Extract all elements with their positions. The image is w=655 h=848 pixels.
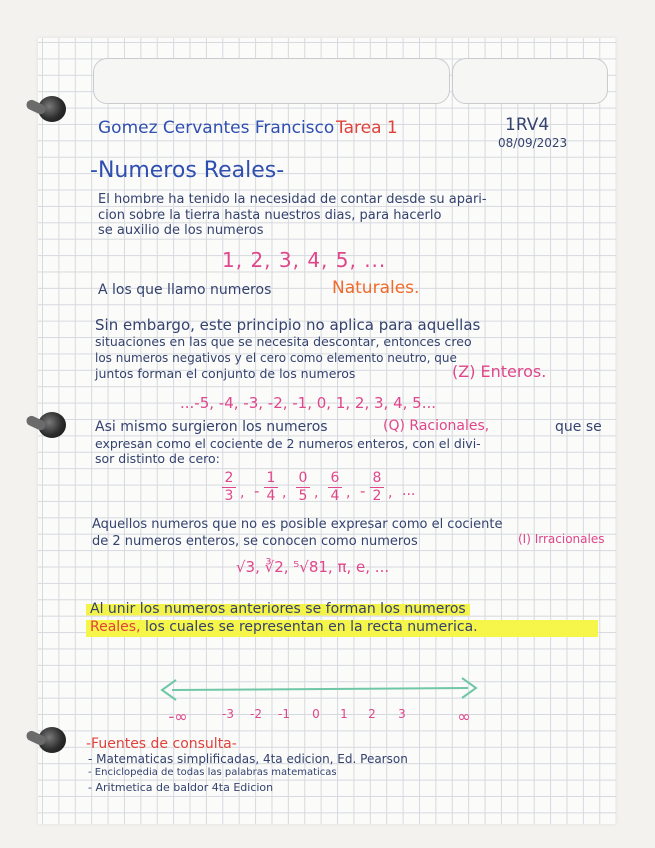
- p3-line3: sor distinto de cero:: [95, 451, 220, 466]
- fraction-separator: ,: [388, 485, 393, 501]
- p3-line2: expresan como el cociente de 2 numeros enteros, con el divi-: [95, 436, 481, 451]
- fraction-numerator: 6: [330, 470, 340, 486]
- fraction: [222, 471, 236, 503]
- fraction-separator: ,: [240, 485, 245, 501]
- number-line: [150, 670, 490, 730]
- p2-line4: juntos forman el conjunto de los numeros: [95, 366, 356, 381]
- p1-line2: cion sobre la tierra hasta nuestros dias, para hacerlo: [98, 208, 442, 223]
- fraction: [296, 471, 310, 503]
- p5-line2-highlight: [86, 620, 598, 637]
- naturals-label: A los que llamo numeros: [98, 282, 272, 298]
- source-item-1: - Matematicas simplificadas, 4ta edicion, Ed. Pearson: [88, 752, 408, 766]
- p2-line2: situaciones en las que se necesita descontar, entonces creo: [95, 334, 472, 349]
- fraction-denominator: 3: [224, 487, 234, 504]
- fraction-separator: ,: [282, 485, 287, 501]
- p1-line3: se auxilio de los numeros: [98, 223, 264, 238]
- p3-line1-prefix: Asi mismo surgieron los numeros: [95, 419, 328, 435]
- integer-sequence: ...-5, -4, -3, -2, -1, 0, 1, 2, 3, 4, 5...: [180, 394, 437, 412]
- assignment-title: Tarea 1: [336, 118, 398, 138]
- number-line-tick-label: 2: [368, 707, 376, 721]
- p4-line1: Aquellos numeros que no es posible expresar como el cociente: [92, 517, 503, 532]
- number-line-tick-label: -3: [222, 707, 234, 721]
- number-line-tick-label: 1: [340, 707, 348, 721]
- number-line-axis: [172, 688, 468, 690]
- rationals-term: (Q) Racionales,: [383, 418, 490, 434]
- fraction-numerator: 0: [298, 470, 308, 486]
- source-item-2: - Enciclopedia de todas las palabras matematicas: [88, 767, 337, 778]
- header-box-left: [93, 58, 450, 104]
- irrationals-term: (I) Irracionales: [518, 532, 605, 546]
- natural-sequence: 1, 2, 3, 4, 5, ...: [222, 248, 387, 272]
- source-item-3: - Aritmetica de baldor 4ta Edicion: [88, 781, 274, 794]
- binder-ring-1: [38, 96, 66, 122]
- binder-ring-2: [38, 412, 66, 438]
- page-title: -Numeros Reales-: [90, 158, 285, 183]
- number-line-tick-label: ∞: [457, 707, 471, 726]
- naturals-term: Naturales.: [332, 278, 420, 298]
- number-line-tick-label: 3: [398, 707, 406, 721]
- fraction-ellipsis: ...: [402, 483, 416, 499]
- number-line-tick-label: -2: [250, 707, 262, 721]
- p2-line3: los numeros negativos y el cero como elemento neutro, que: [95, 351, 457, 365]
- number-line-tick-label: -∞: [168, 707, 188, 726]
- fraction-sign: -: [254, 482, 260, 500]
- header-box-right: [452, 58, 608, 104]
- fraction-numerator: 8: [372, 470, 382, 486]
- fraction-separator: ,: [346, 485, 351, 501]
- p4-line2: de 2 numeros enteros, se conocen como numeros: [92, 534, 418, 549]
- p5-line2-text: los cuales se representan en la recta numerica.: [145, 619, 478, 635]
- fraction-denominator: 2: [372, 487, 382, 504]
- integers-term: (Z) Enteros.: [452, 362, 547, 381]
- fraction-denominator: 4: [266, 487, 276, 504]
- date: 08/09/2023: [498, 136, 568, 150]
- fraction-numerator: 2: [224, 470, 234, 486]
- fraction-separator: ,: [314, 485, 319, 501]
- fraction: [264, 471, 278, 503]
- irrational-examples: √3, ∛2, ⁵√81, π, e, ...: [236, 558, 390, 576]
- number-line-tick-label: -1: [278, 707, 290, 721]
- number-line-tick-label: 0: [312, 707, 320, 721]
- p2-line1: Sin embargo, este principio no aplica para aquellas: [95, 316, 481, 334]
- student-name: Gomez Cervantes Francisco: [98, 118, 335, 138]
- p1-line1: El hombre ha tenido la necesidad de contar desde su apari-: [98, 192, 487, 207]
- p3-line1-suffix: que se: [555, 419, 602, 435]
- fraction-sign: -: [360, 482, 366, 500]
- fraction-denominator: 5: [298, 487, 308, 504]
- fraction-denominator: 4: [330, 487, 340, 504]
- fraction: [328, 471, 342, 503]
- binder-ring-3: [38, 727, 66, 753]
- group-code: 1RV4: [505, 115, 550, 135]
- p5-line1: Al unir los numeros anteriores se forman los numeros: [86, 602, 470, 616]
- fraction-numerator: 1: [266, 470, 276, 486]
- sources-title: -Fuentes de consulta-: [86, 736, 237, 752]
- fraction: [370, 471, 384, 503]
- reals-term: Reales,: [90, 619, 141, 635]
